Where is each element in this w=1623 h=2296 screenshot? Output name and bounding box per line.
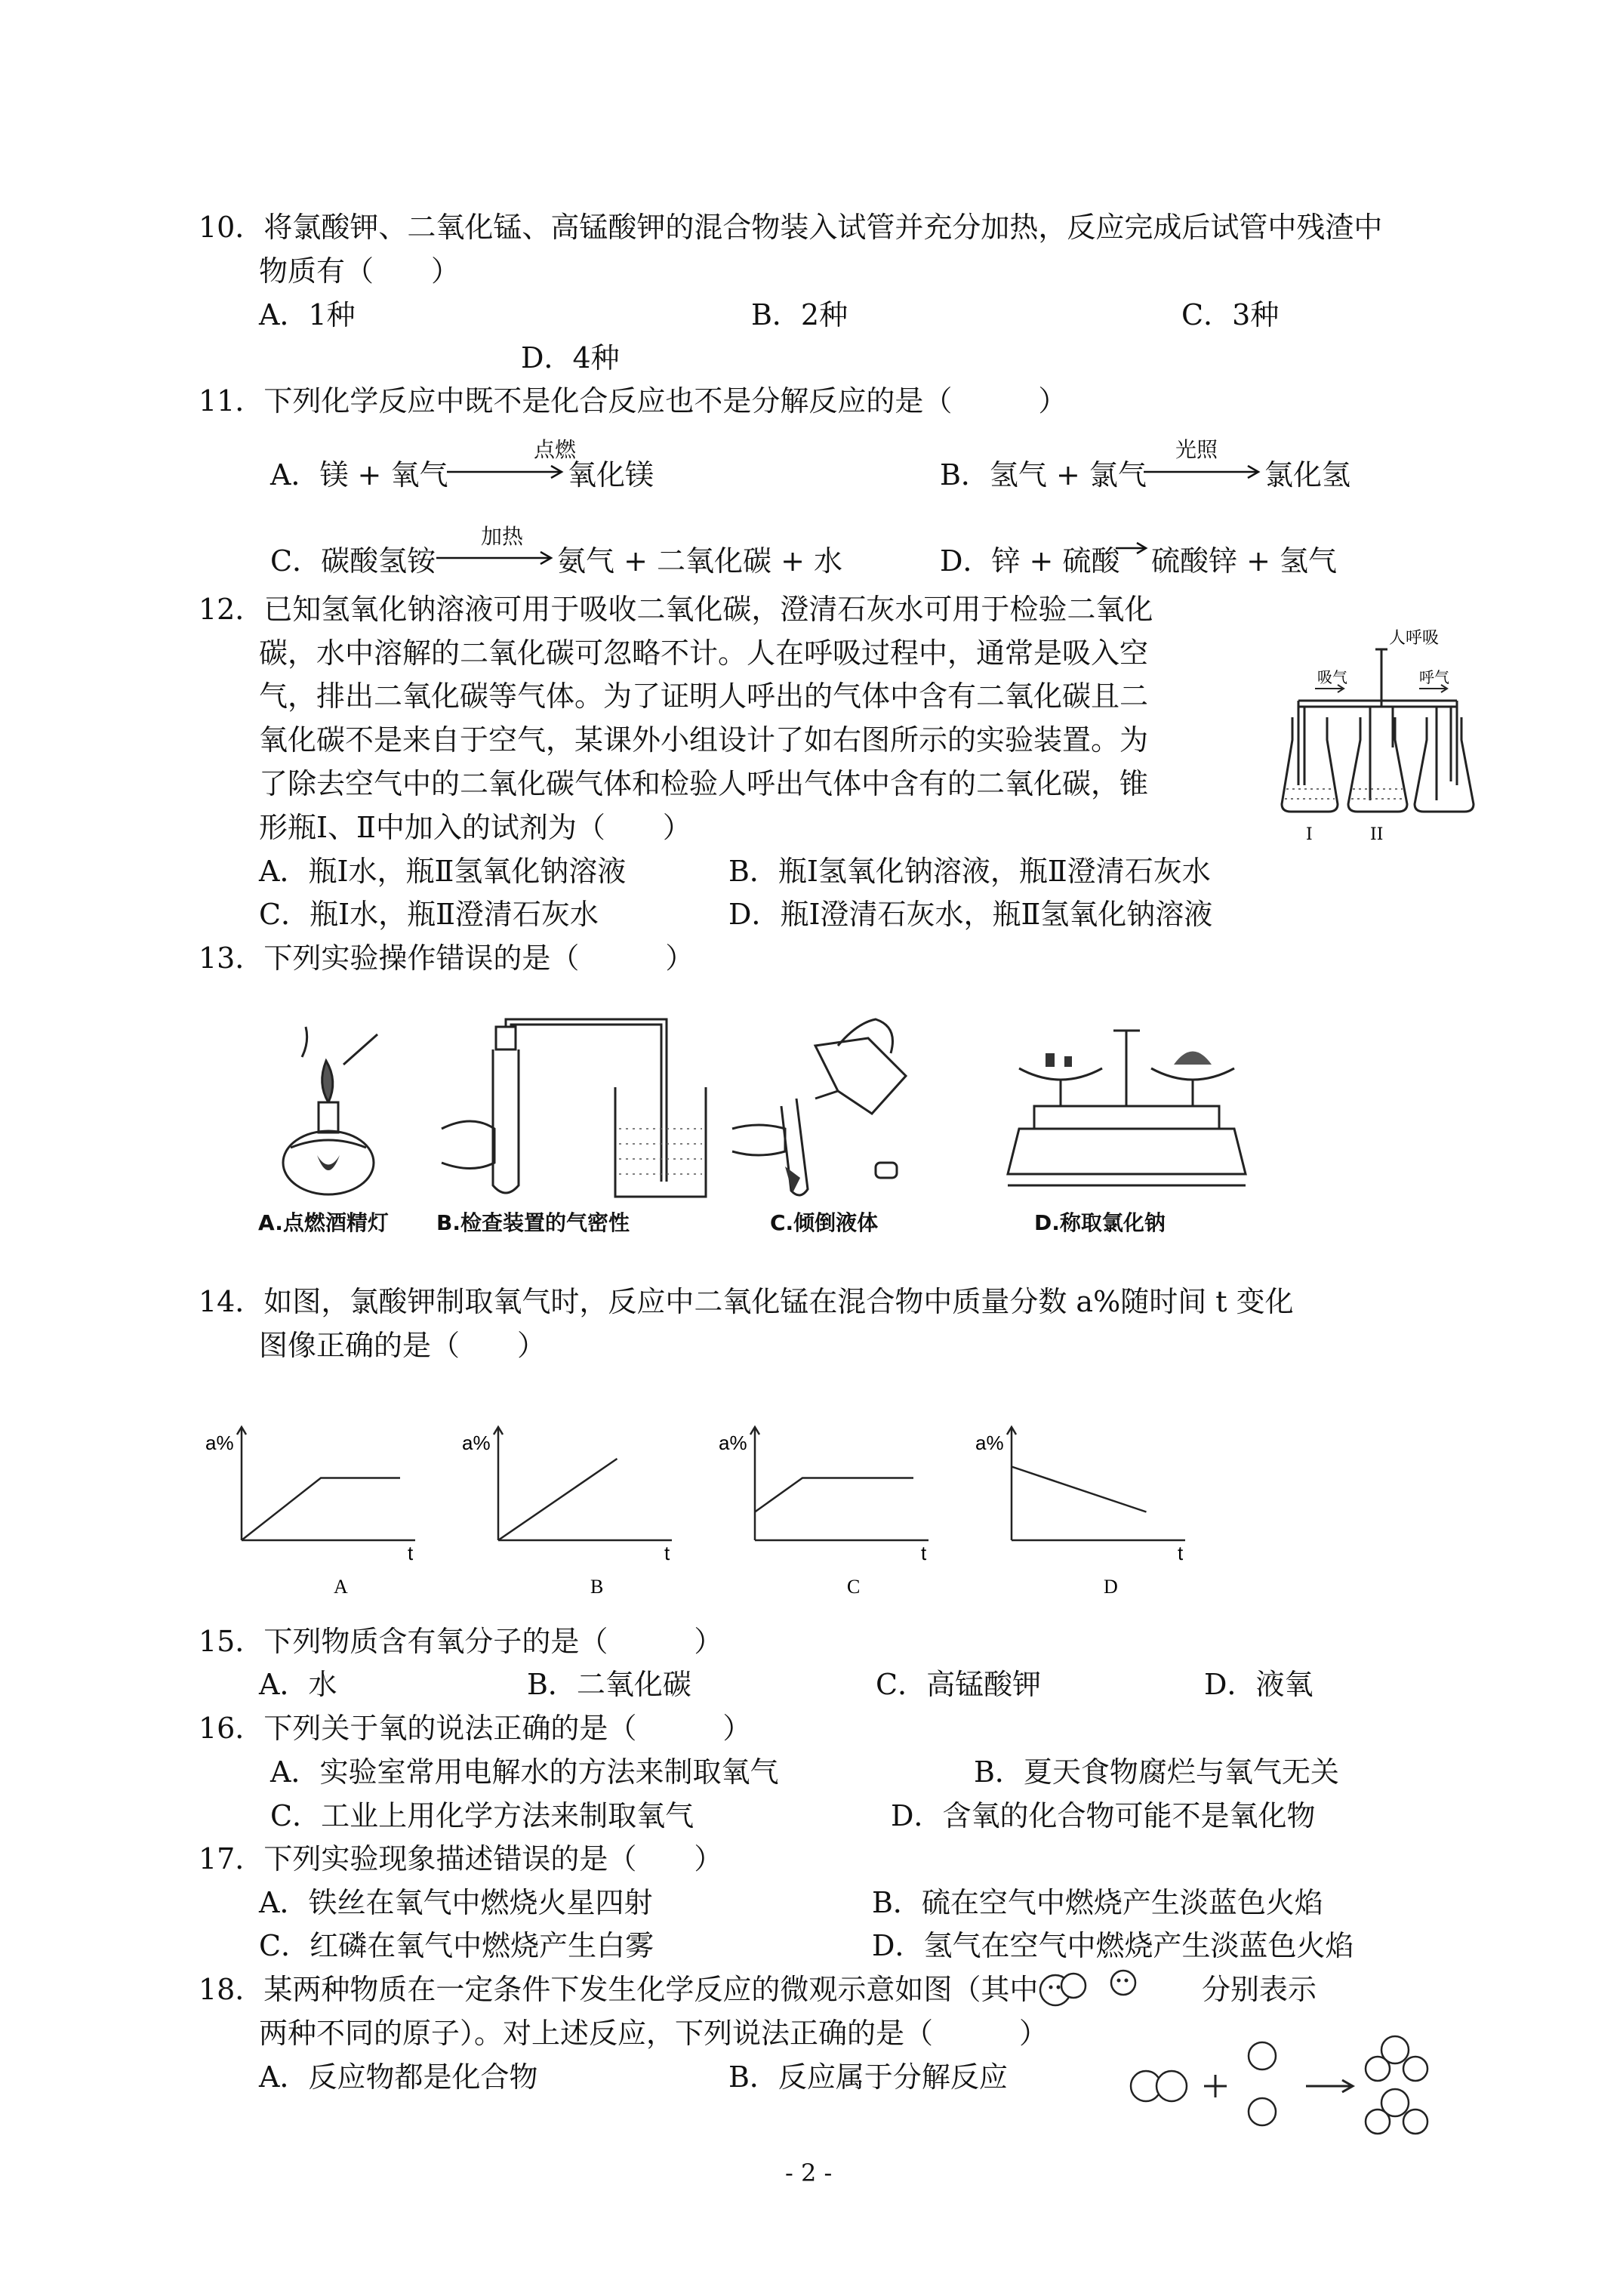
q12-stem-line1: 12．已知氢氧化钠溶液可用于吸收二氧化碳，澄清石灰水可用于检验二氧化 bbox=[199, 593, 1153, 626]
q11-option-b-left: B．氢气 + 氯气 bbox=[940, 458, 1147, 492]
q12-option-d: D．瓶Ⅰ澄清石灰水，瓶Ⅱ氢氧化钠溶液 bbox=[728, 898, 1213, 931]
q13-stem: 13．下列实验操作错误的是（ ） bbox=[199, 942, 694, 975]
q11-option-a-condition: 点燃 bbox=[533, 437, 576, 462]
x-axis-label: t bbox=[664, 1542, 670, 1564]
q12-fig-inhale-label: 吸气 bbox=[1317, 668, 1347, 686]
graph-option-label: D bbox=[1104, 1576, 1118, 1598]
y-axis-label: a% bbox=[205, 1432, 234, 1454]
q13-d-balance-figure bbox=[1004, 1023, 1253, 1197]
q18-reaction-diagram bbox=[1125, 2027, 1442, 2140]
arrow-icon bbox=[1144, 464, 1264, 479]
q14-stem-line2: 图像正确的是（ ） bbox=[259, 1329, 547, 1362]
q17-option-b: B．硫在空气中燃烧产生淡蓝色火焰 bbox=[872, 1886, 1323, 1919]
graph-option-label: C bbox=[847, 1576, 861, 1598]
q10-stem-line2: 物质有（ ） bbox=[259, 254, 460, 288]
q11-option-c-right: 氨气 + 二氧化碳 + 水 bbox=[557, 544, 842, 578]
q13-caption-a: A.点燃酒精灯 bbox=[258, 1210, 389, 1235]
q10-option-d: D．4种 bbox=[521, 341, 620, 374]
y-axis-label: a% bbox=[975, 1432, 1004, 1454]
q15-option-c: C．高锰酸钾 bbox=[876, 1668, 1042, 1701]
q18-stem-line1a: 18．某两种物质在一定条件下发生化学反应的微观示意如图（其中 bbox=[199, 1973, 1039, 2006]
arrow-icon bbox=[1116, 541, 1149, 556]
q14-graph-a bbox=[205, 1427, 415, 1598]
q18-stem-line2: 两种不同的原子）。对上述反应，下列说法正确的是（ ） bbox=[259, 2017, 1049, 2050]
q16-option-c: C．工业上用化学方法来制取氧气 bbox=[270, 1799, 694, 1832]
q17-option-c: C．红磷在氧气中燃烧产生白雾 bbox=[259, 1929, 654, 1962]
q16-stem: 16．下列关于氧的说法正确的是（ ） bbox=[199, 1712, 752, 1745]
arrow-icon bbox=[436, 550, 557, 566]
q12-fig-top-label: 人呼吸 bbox=[1389, 629, 1440, 648]
q10-option-c: C．3种 bbox=[1181, 298, 1280, 331]
q12-stem-line2: 碳，水中溶解的二氧化碳可忽略不计。人在呼吸过程中，通常是吸入空 bbox=[259, 636, 1149, 670]
series-line bbox=[755, 1478, 913, 1512]
q12-fig-exhale-label: 呼气 bbox=[1419, 668, 1449, 686]
q11-option-a-right: 氧化镁 bbox=[568, 458, 654, 492]
q11-option-a-left: A．镁 + 氧气 bbox=[270, 458, 448, 492]
q16-option-a: A．实验室常用电解水的方法来制取氧气 bbox=[270, 1755, 779, 1789]
q12-stem-line6: 形瓶Ⅰ、Ⅱ中加入的试剂为（ ） bbox=[259, 811, 691, 844]
q14-graph-b bbox=[462, 1427, 672, 1598]
q12-option-c: C．瓶Ⅰ水，瓶Ⅱ澄清石灰水 bbox=[259, 898, 599, 931]
q11-option-c-left: C．碳酸氢铵 bbox=[270, 544, 436, 578]
series-line bbox=[498, 1459, 617, 1540]
q11-stem: 11．下列化学反应中既不是化合反应也不是分解反应的是（ ） bbox=[199, 384, 1067, 418]
q17-stem: 17．下列实验现象描述错误的是（ ） bbox=[199, 1842, 723, 1875]
q10-option-b: B．2种 bbox=[751, 298, 848, 331]
q14-stem-line1: 14．如图，氯酸钾制取氧气时，反应中二氧化锰在混合物中质量分数 a%随时间 t 变化 bbox=[199, 1285, 1294, 1318]
q13-caption-b: B.检查装置的气密性 bbox=[436, 1210, 630, 1235]
q14-graph-d bbox=[975, 1427, 1185, 1598]
q12-fig-bottle-1-label: I bbox=[1306, 825, 1313, 844]
q18-option-a: A．反应物都是化合物 bbox=[259, 2060, 538, 2094]
q12-option-b: B．瓶Ⅰ氢氧化钠溶液，瓶Ⅱ澄清石灰水 bbox=[728, 855, 1211, 888]
q12-stem-line5: 了除去空气中的二氧化碳气体和检验人呼出气体中含有的二氧化碳，锥 bbox=[259, 767, 1149, 800]
x-axis-label: t bbox=[408, 1542, 414, 1564]
q15-option-a: A．水 bbox=[259, 1668, 337, 1701]
series-line bbox=[1012, 1467, 1147, 1512]
q13-b-airtightness-figure bbox=[427, 1015, 728, 1204]
y-axis-label: a% bbox=[719, 1432, 747, 1454]
q16-option-b: B．夏天食物腐烂与氧气无关 bbox=[974, 1755, 1339, 1789]
q14-graph-c bbox=[719, 1427, 929, 1598]
q11-option-b-right: 氯化氢 bbox=[1264, 458, 1351, 492]
q10-stem-line1: 10．将氯酸钾、二氧化锰、高锰酸钾的混合物装入试管并充分加热，反应完成后试管中残渣中 bbox=[199, 211, 1383, 244]
q11-option-c-condition: 加热 bbox=[480, 524, 523, 549]
q13-caption-c: C.倾倒液体 bbox=[770, 1210, 879, 1235]
q15-stem: 15．下列物质含有氧分子的是（ ） bbox=[199, 1625, 723, 1658]
q15-option-b: B．二氧化碳 bbox=[527, 1668, 691, 1701]
graph-option-label: B bbox=[590, 1576, 604, 1598]
q11-option-d-left: D．锌 + 硫酸 bbox=[940, 544, 1120, 578]
q12-stem-line3: 气，排出二氧化碳等气体。为了证明人呼出的气体中含有二氧化碳且二 bbox=[259, 680, 1149, 713]
q11-option-d-right: 硫酸锌 + 氢气 bbox=[1151, 544, 1337, 578]
x-axis-label: t bbox=[1178, 1542, 1184, 1564]
page-number: - 2 - bbox=[785, 2159, 833, 2187]
q10-option-a: A．1种 bbox=[259, 298, 356, 331]
arrow-icon bbox=[447, 464, 568, 479]
q13-a-alcohol-lamp-figure bbox=[272, 1012, 385, 1208]
q17-option-d: D．氢气在空气中燃烧产生淡蓝色火焰 bbox=[872, 1929, 1354, 1962]
x-axis-label: t bbox=[921, 1542, 927, 1564]
q15-option-d: D．液氧 bbox=[1204, 1668, 1313, 1701]
atom-legend-icons bbox=[1034, 1962, 1147, 2014]
q18-stem-line1b: 分别表示 bbox=[1202, 1973, 1317, 2006]
q18-option-b: B．反应属于分解反应 bbox=[728, 2060, 1008, 2094]
q13-c-pouring-figure bbox=[725, 1015, 951, 1204]
q16-option-d: D．含氧的化合物可能不是氧化物 bbox=[891, 1799, 1316, 1832]
q12-fig-bottle-2-label: II bbox=[1370, 825, 1384, 844]
q13-caption-d: D.称取氯化钠 bbox=[1034, 1210, 1166, 1235]
q17-option-a: A．铁丝在氧气中燃烧火星四射 bbox=[259, 1886, 653, 1919]
q12-apparatus-figure bbox=[1276, 627, 1487, 846]
q14-graphs bbox=[196, 1404, 1253, 1601]
y-axis-label: a% bbox=[462, 1432, 491, 1454]
q12-stem-line4: 氧化碳不是来自于空气，某课外小组设计了如右图所示的实验装置。为 bbox=[259, 723, 1149, 757]
graph-option-label: A bbox=[334, 1576, 348, 1598]
q11-option-b-condition: 光照 bbox=[1175, 437, 1218, 462]
series-line bbox=[242, 1478, 400, 1541]
q12-option-a: A．瓶Ⅰ水，瓶Ⅱ氢氧化钠溶液 bbox=[259, 855, 627, 888]
